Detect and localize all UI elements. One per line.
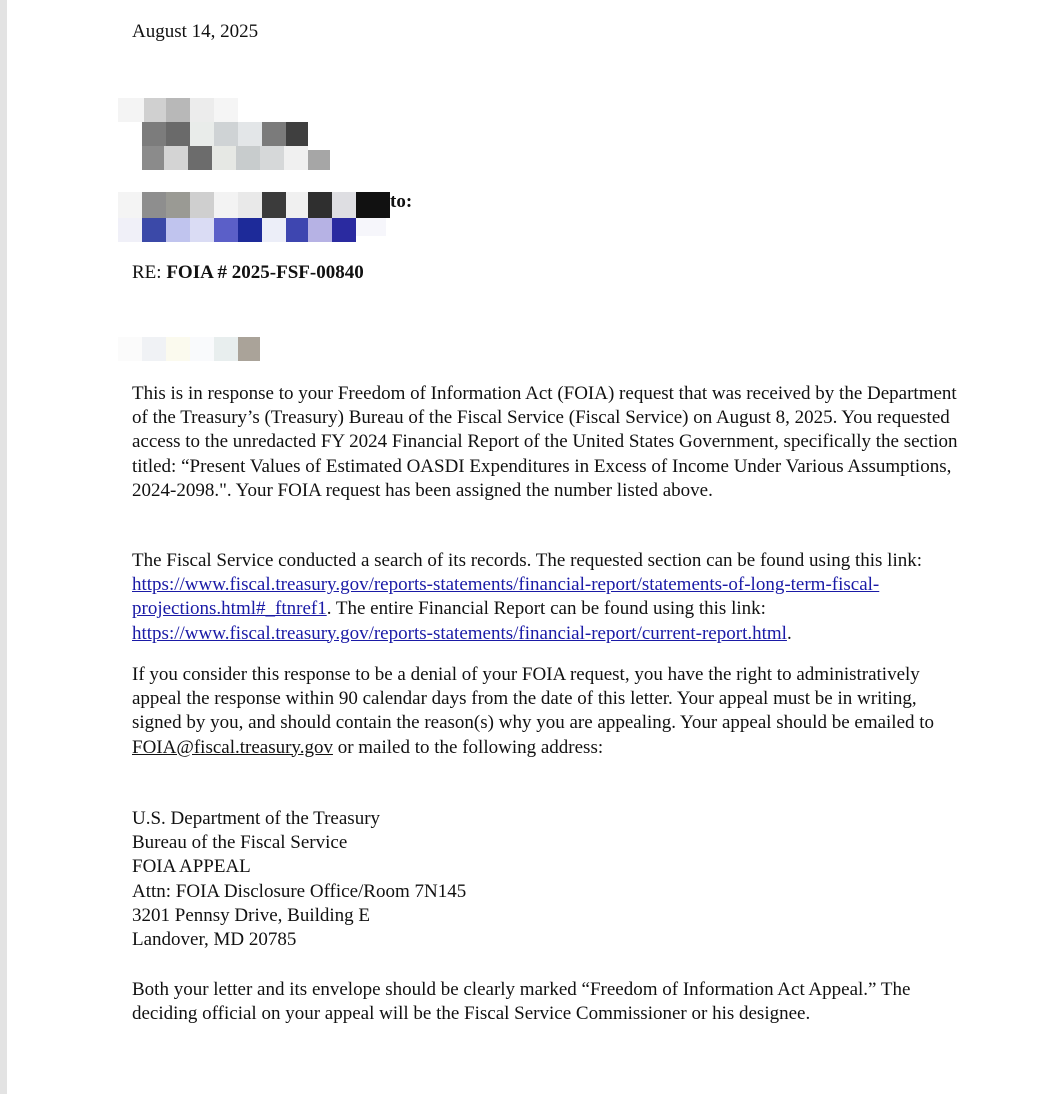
page-left-edge (0, 0, 7, 1094)
address-line: U.S. Department of the Treasury (132, 808, 381, 829)
foia-number: FOIA # 2025-FSF-00840 (166, 262, 364, 283)
paragraph-search-results (132, 549, 962, 646)
appeal-mailing-address (132, 807, 466, 952)
re-prefix: RE: (132, 262, 162, 283)
address-line: FOIA APPEAL (132, 856, 251, 878)
paragraph-request-received: This is in response to your Freedom of Information Act (FOIA) request that was received by the Department of the Treasury’s (Treasury) Bureau of the Fiscal Service (Fiscal Service) on August 8, 2025. You requested access to the unredacted FY 2024 Financial Report of the United States Government, specifically the section titled: “Present Values of Estimated OASDI Expenditures in Excess of Income Under Various Assumptions, 2024-2098.". Your FOIA request has been assigned the number listed above. (132, 383, 958, 501)
re-line (132, 261, 364, 285)
redacted-recipient-name (118, 98, 338, 174)
paragraph3-text-a: If you consider this response to be a denial of your FOIA request, you have the right to administratively appeal the response within 90 calendar days from the date of this letter. Your appeal must be in writing, signed by you, and should contain the reason(s) why you are appealing. Your appeal should be emailed to (132, 664, 935, 734)
redacted-salutation (118, 337, 262, 361)
letter-date: August 14, 2025 (132, 21, 259, 42)
address-line: Attn: FOIA Disclosure Office/Room 7N145 (132, 880, 467, 902)
paragraph3-text-b: or mailed to the following address: (332, 736, 604, 758)
current-report-link[interactable]: https://www.fiscal.treasury.gov/reports-statements/financial-report/current-report.html (132, 622, 787, 644)
paragraph2-text-b: . The entire Financial Report can be found using this link: (326, 598, 766, 620)
recipient-suffix-text: to: (390, 191, 413, 212)
redacted-recipient-line (118, 192, 390, 246)
foia-email-link[interactable]: FOIA@fiscal.treasury.gov (132, 736, 333, 758)
address-line: Landover, MD 20785 (132, 929, 297, 951)
paragraph-appeal-rights (132, 663, 962, 760)
address-line: 3201 Pennsy Drive, Building E (132, 904, 371, 926)
long-term-projections-link[interactable]: https://www.fiscal.treasury.gov/reports-statements/financial-report/statements-of-long-term-fiscal-projections.html#_ftnref1 (132, 574, 880, 620)
paragraph2-text-c: . (786, 622, 792, 644)
paragraph2-text-a: The Fiscal Service conducted a search of its records. The requested section can be found using this link: (132, 550, 923, 571)
paragraph-envelope-marking: Both your letter and its envelope should be clearly marked “Freedom of Information Act Appeal.” The deciding official on your appeal will be the Fiscal Service Commissioner or his designee. (132, 979, 911, 1025)
address-line: Bureau of the Fiscal Service (132, 832, 348, 854)
